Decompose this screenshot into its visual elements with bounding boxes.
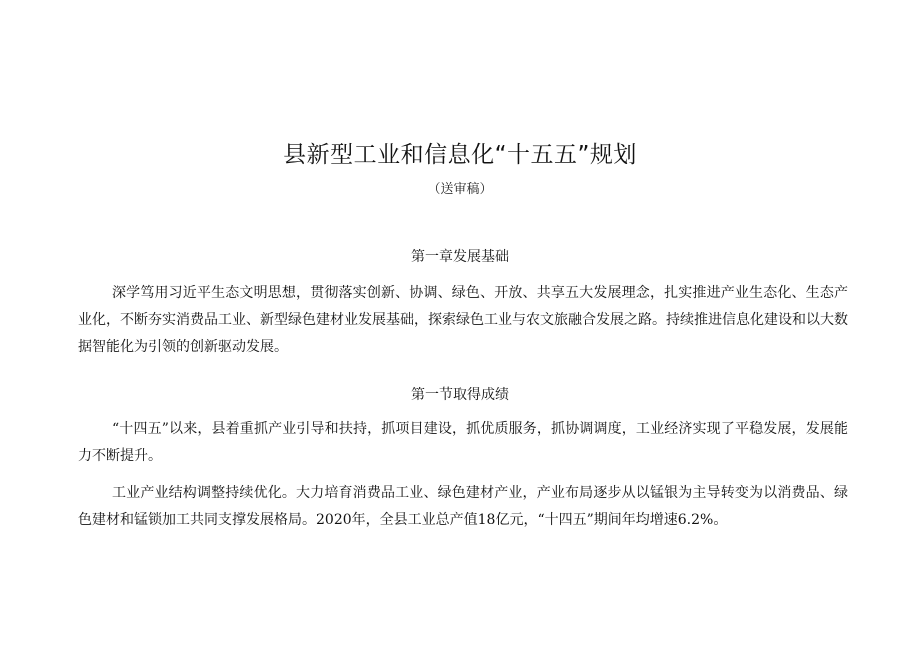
section-paragraph-2: 工业产业结构调整持续优化。大力培育消费品工业、绿色建材产业，产业布局逐步从以锰银为主导转变为以消费品、绿色建材和锰锁加工共同支撑发展格局。2020年，全县工业总产值18亿元，“十四五”期间年均增速6.2%。: [78, 485, 848, 528]
document-title: 县新型工业和信息化“十五五”规划: [283, 142, 637, 168]
chapter-intro-paragraph: 深学笃用习近平生态文明思想，贯彻落实创新、协调、绿色、开放、共享五大发展理念，扎实推进产业生态化、生态产业化，不断夯实消费品工业、新型绿色建材业发展基础，探索绿色工业与农文旅融合发展之路。持续推进信息化建设和以大数据智能化为引领的创新驱动发展。: [78, 285, 848, 355]
chapter-heading: 第一章发展基础: [411, 249, 509, 265]
section-heading: 第一节取得成绩: [411, 387, 509, 403]
document-subtitle: （送审稿）: [427, 182, 493, 197]
section-paragraph-1: “十四五”以来，县着重抓产业引导和扶持，抓项目建设，抓优质服务，抓协调调度，工业经济实现了平稳发展，发展能力不断提升。: [78, 421, 848, 464]
